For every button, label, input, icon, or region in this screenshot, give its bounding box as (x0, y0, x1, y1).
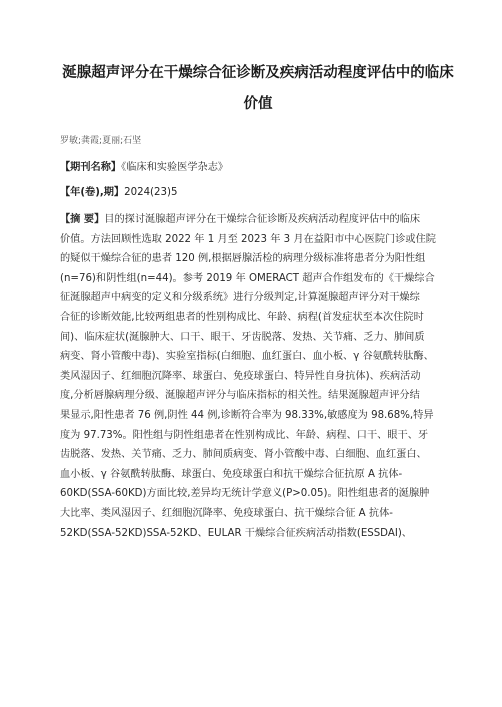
abstract-line: 度,分析唇腺病理分级、涎腺超声评分与临床指标的相关性。结果涎腺超声评分结 (60, 390, 420, 402)
title-line-2: 价值 (243, 96, 273, 112)
document-title (60, 58, 460, 120)
abstract-line: 征涎腺超声中病变的定义和分级系统》进行分级判定,计算涎腺超声评分对干燥综 (60, 292, 420, 304)
document-page (0, 58, 502, 707)
abstract-line: 价值。方法回顾性选取 2022 年 1 月至 2023 年 3 月在益阳市中心医院门诊或住院 (60, 233, 436, 245)
year-row (60, 186, 460, 200)
year-label: 【年(卷),期】 (60, 187, 125, 198)
year-value: 2024(23)5 (124, 187, 178, 198)
journal-label: 【期刊名称】 (60, 162, 122, 173)
abstract-line: 类风湿因子、红细胞沉降率、球蛋白、免疫球蛋白、特异性自身抗体)、疾病活动 (60, 370, 421, 382)
abstract-line: 度为 97.73%。阳性组与阴性组患者在性别构成比、年龄、病程、口干、眼干、牙 (60, 429, 429, 441)
abstract-line: 大比率、类风湿因子、红细胞沉降率、免疫球蛋白、抗干燥综合征 A 抗体- (60, 507, 393, 519)
abstract-line: 齿脱落、发热、关节痛、乏力、肺间质病变、肾小管酸中毒、白细胞、血红蛋白、 (60, 449, 427, 461)
abstract-line: 血小板、γ 谷氨酰转肽酶、球蛋白、免疫球蛋白和抗干燥综合征抗原 A 抗体- (60, 468, 403, 480)
abstract-line: 合征的诊断效能,比较两组患者的性别构成比、年龄、病程(首发症状至本次住院时 (60, 311, 424, 323)
journal-value: 《临床和实验医学杂志》 (121, 162, 229, 173)
abstract-label: 【摘 要】 (60, 214, 105, 225)
abstract (60, 210, 460, 543)
abstract-line: 60KD(SSA-60KD)方面比较,差异均无统计学意义(P>0.05)。阳性组患者的涎腺肿 (60, 488, 430, 500)
abstract-line: 果显示,阳性患者 76 例,阴性 44 例,诊断符合率为 98.33%,敏感度为 98.68%,特异 (60, 409, 434, 421)
abstract-line: 的疑似干燥综合征的患者 120 例,根据唇腺活检的病理分级标准将患者分为阳性组 (60, 253, 426, 265)
abstract-line: 间)、临床症状(涎腺肿大、口干、眼干、牙齿脱落、发热、关节痛、乏力、肺间质 (60, 331, 425, 343)
abstract-line: 【摘 要】目的探讨涎腺超声评分在干燥综合征诊断及疾病活动程度评估中的临床 (60, 214, 421, 225)
journal-row (60, 161, 460, 175)
authors: 罗敏;龚霞;夏丽;石坚 (60, 136, 142, 146)
title-line-1: 涎腺超声评分在干燥综合征诊断及疾病活动程度评估中的临床 (62, 65, 454, 81)
abstract-line: (n=76)和阴性组(n=44)。参考 2019 年 OMERACT 超声合作组发布的《干燥综合 (60, 272, 435, 284)
abstract-line: 52KD(SSA-52KD)SSA-52KD、EULAR 干燥综合征疾病活动指数(ESSDAI)、 (60, 527, 412, 539)
abstract-line: 病变、肾小管酸中毒)、实验室指标(白细胞、血红蛋白、血小板、γ 谷氨酰转肽酶、 (60, 351, 434, 363)
